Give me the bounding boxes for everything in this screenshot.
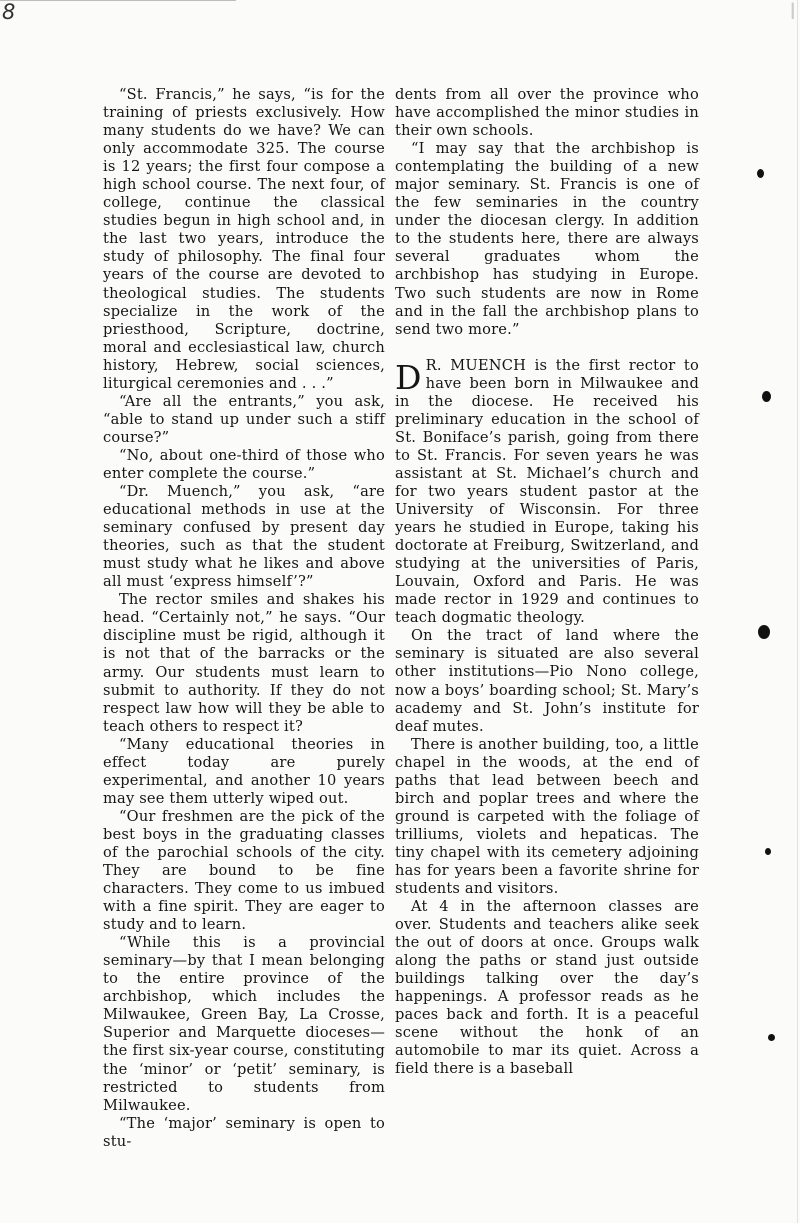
paragraph: There is another building, too, a little chapel in the woods, at the end of paths that lead between beech and birch and poplar trees and where the ground is carpeted with the foliage of trilliums, violets and hepaticas. The tiny chapel with its cemetery adjoining has for years been a favorite shrine for students and visitors. [395, 735, 699, 898]
scan-edge-top [0, 0, 236, 1]
section-opening-paragraph [395, 357, 699, 628]
paragraph: “Dr. Muench,” you ask, “are educational methods in use at the seminary confused by present day theories, such as that the student must study what he likes and above all must ‘express himself’?” [103, 483, 385, 591]
paragraph: “Our freshmen are the pick of the best boys in the graduating classes of the parochial schools of the city. They are bound to be fine characters. They come to us imbued with a fine spirit. They are eager to study and to learn. [103, 807, 385, 934]
margin-speck [765, 848, 771, 855]
margin-speck [757, 169, 764, 178]
paragraph: The rector smiles and shakes his head. “Certainly not,” he says. “Our discipline must be rigid, although it is not that of the barracks or the army. Our students must learn to submit to authority. If they do not respect law how will they be able to teach others to respect it? [103, 591, 385, 735]
left-column [103, 86, 385, 1151]
paragraph: “I may say that the archbishop is contemplating the building of a new major seminary. St. Francis is one of the few seminaries in the country under the diocesan clergy. In addition to the students here, there are always several graduates whom the archbishop has studying in Europe. Two such students are now in Rome and in the fall the archbishop plans to send two more.” [395, 140, 699, 338]
scan-edge-right [797, 0, 798, 1223]
paragraph: “Are all the entrants,” you ask, “able to stand up under such a stiff course?” [103, 392, 385, 446]
paragraph: On the tract of land where the seminary is situated are also several other institutions—Pio Nono college, now a boys’ boarding school; St. Mary’s academy and St. John’s institute for deaf mutes. [395, 627, 699, 735]
binding-hole-mark [758, 625, 770, 639]
paragraph: “St. Francis,” he says, “is for the training of priests exclusively. How many students do we have? We can only accommodate 325. The course is 12 years; the first four compose a high school course. The next four, of college, continue the classical studies begun in high school and, in the last two years, introduce the study of philosophy. The final four years of the course are devoted to theological studies. The students specialize in the work of the priesthood, Scripture, doctrine, moral and ecclesiastical law, church history, Hebrew, social sciences, liturgical ceremonies and . . .” [103, 86, 385, 392]
paragraph-continuation: dents from all over the province who have accomplished the minor studies in their own schools. [395, 86, 699, 140]
corner-mark: I [789, 0, 796, 25]
section-opening-text: R. MUENCH is the first rector to have been born in Milwaukee and in the diocese. He received his preliminary education in the school of St. Boniface’s parish, going from there to St. Francis. For seven years he was assistant at St. Michael’s church and for two years student pastor at the University of Wisconsin. For three years he studied in Europe, taking his doctorate at Freiburg, Switzerland, and studying at the universities of Paris, Louvain, Oxford and Paris. He was made rector in 1929 and continues to teach dogmatic theology. [395, 356, 699, 627]
paragraph: “While this is a provincial seminary—by that I mean belonging to the entire province of the archbishop, which includes the Milwaukee, Green Bay, La Crosse, Superior and Marquette dioceses—the first six-year course, constituting the ‘minor’ or ‘petit’ seminary, is restricted to students from Milwaukee. [103, 934, 385, 1114]
drop-cap: D [395, 357, 422, 397]
page-number: 8 [2, 0, 16, 24]
margin-speck [768, 1034, 775, 1041]
paragraph: “The ‘major’ seminary is open to stu- [103, 1114, 385, 1150]
right-column [395, 86, 699, 1079]
margin-speck [762, 391, 771, 402]
paragraph: “No, about one-third of those who enter complete the course.” [103, 446, 385, 482]
paragraph: “Many educational theories in effect today are purely experimental, and another 10 years may see them utterly wiped out. [103, 735, 385, 807]
paragraph: At 4 in the afternoon classes are over. Students and teachers alike seek the out of doors at once. Groups walk along the paths or stand just outside buildings talking over the day’s happenings. A professor reads as he paces back and forth. It is a peaceful scene without the honk of an automobile to mar its quiet. Across a field there is a baseball [395, 898, 699, 1078]
